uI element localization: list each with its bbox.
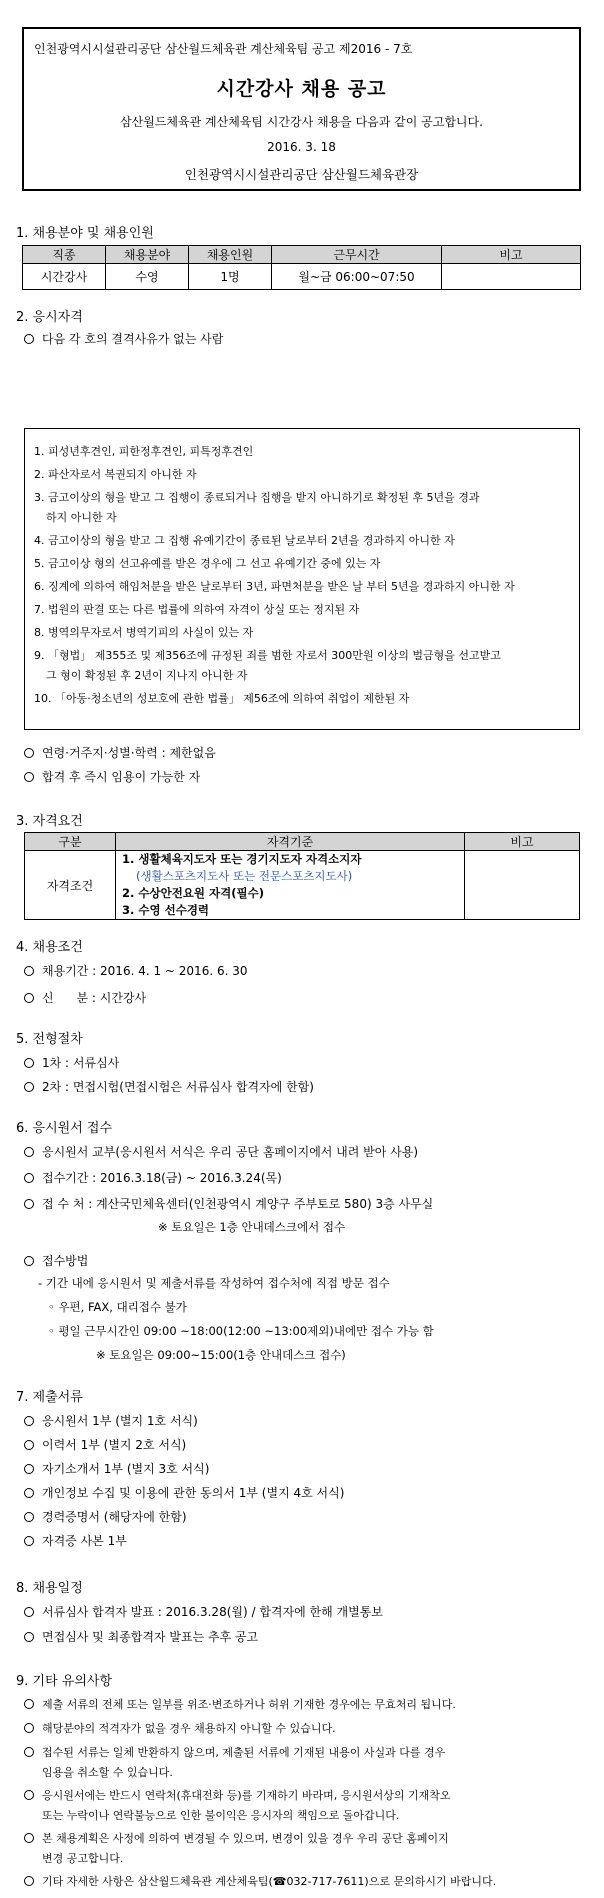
circle-bullet-icon	[24, 1699, 34, 1709]
section-1-title: 1. 채용분야 및 채용인원	[16, 226, 154, 241]
qualification-table	[24, 832, 580, 920]
table-header: 비고	[465, 833, 580, 851]
table-cell: 1명	[189, 264, 272, 290]
list-item: 개인정보 수집 및 이용에 관한 동의서 1부 (별지 4호 서식)	[24, 1484, 344, 1501]
table-header: 비고	[442, 246, 581, 264]
notice-header-box	[22, 27, 581, 191]
qualification-note: (생활스포츠지도사 또는 전문스포츠지도사)	[136, 869, 353, 883]
qualification-item: 2. 수상안전요원 자격(필수)	[122, 886, 264, 900]
circle-bullet-icon	[24, 1790, 34, 1800]
table-cell: 월~금 06:00~07:50	[272, 264, 442, 290]
circle-bullet-icon	[24, 1536, 34, 1546]
list-item: 본 채용계획은 사정에 의하여 변경될 수 있으며, 변경이 있을 경우 우리 공단 홈페이지	[24, 1830, 449, 1846]
list-item-continuation: 또는 누락이나 연락불능으로 인한 불이익은 응시자의 책임으로 돌아갑니다.	[42, 1809, 400, 1822]
recruitment-table	[22, 245, 581, 290]
list-item: 제출 서류의 전체 또는 일부를 위조·변조하거나 허위 기재한 경우에는 무효처리 됩니다.	[24, 1696, 456, 1712]
section-3-title: 3. 자격요건	[16, 814, 83, 829]
table-cell: 자격조건	[25, 851, 116, 920]
list-item: 10. 「아동·청소년의 성보호에 관한 법률」 제56조에 의하여 취업이 제한된 자	[34, 692, 410, 705]
circle-bullet-icon	[24, 1082, 34, 1092]
list-item: 2. 파산자로서 복권되지 아니한 자	[34, 468, 197, 481]
table-header: 채용분야	[106, 246, 189, 264]
qualification-item: 3. 수영 선수경력	[122, 903, 210, 917]
circle-bullet-icon	[24, 1607, 34, 1617]
section-5-title: 5. 전형절차	[16, 1032, 83, 1047]
table-header: 근무시간	[272, 246, 442, 264]
list-item: 연령·거주지·성별·학력 : 제한없음	[24, 744, 216, 761]
circle-bullet-icon	[24, 1876, 34, 1886]
circle-bullet-icon	[24, 1488, 34, 1498]
table-row	[23, 264, 581, 290]
list-item: 접수기간 : 2016.3.18(금) ~ 2016.3.24(목)	[24, 1169, 282, 1186]
note-text: ※ 토요일은 1층 안내데스크에서 접수	[158, 1220, 346, 1234]
notice-subtitle: 삼산월드체육관 계산체육팀 시간강사 채용을 다음과 같이 공고합니다.	[120, 115, 483, 129]
method-line: ◦ 평일 근무시간인 09:00 ~18:00(12:00 ~13:00제외)내에만 접수 가능 함	[48, 1324, 434, 1338]
list-item: 다음 각 호의 결격사유가 없는 사람	[24, 330, 223, 347]
section-9-title: 9. 기타 유의사항	[16, 1674, 113, 1689]
section-7-title: 7. 제출서류	[16, 1390, 83, 1405]
list-item: 해당분야의 적격자가 없을 경우 채용하지 아니할 수 있습니다.	[24, 1720, 336, 1736]
list-item: 7. 법원의 판결 또는 다른 법률에 의하여 자격이 상실 또는 정지된 자	[34, 603, 360, 616]
circle-bullet-icon	[24, 1833, 34, 1843]
circle-bullet-icon	[24, 1723, 34, 1733]
table-cell: 수영	[106, 264, 189, 290]
list-item: 하지 아니한 자	[46, 511, 117, 524]
list-item: 기타 자세한 사항은 삼산월드체육관 계산체육팀(☎032-717-7611)으로 문의하시기 바랍니다.	[24, 1873, 496, 1889]
list-item: 면접심사 및 최종합격자 발표는 추후 공고	[24, 1628, 258, 1645]
method-line: ※ 토요일은 09:00~15:00(1층 안내데스크 접수)	[96, 1348, 346, 1362]
disqualification-box	[24, 428, 580, 730]
list-item: 8. 병역의무자로서 병역기피의 사실이 있는 자	[34, 626, 254, 639]
circle-bullet-icon	[24, 1416, 34, 1426]
list-item: 채용기간 : 2016. 4. 1 ~ 2016. 6. 30	[24, 962, 248, 979]
list-item: 응시원서 교부(응시원서 서식은 우리 공단 홈페이지에서 내려 받아 사용)	[24, 1143, 418, 1160]
list-item: 2차 : 면접시험(면접시험은 서류심사 합격자에 한함)	[24, 1078, 314, 1095]
notice-organization: 인천광역시시설관리공단 삼산월드체육관장	[184, 167, 419, 182]
circle-bullet-icon	[24, 1199, 34, 1209]
table-header: 직종	[23, 246, 106, 264]
notice-date: 2016. 3. 18	[267, 140, 336, 154]
circle-bullet-icon	[24, 334, 34, 344]
table-cell: 시간강사	[23, 264, 106, 290]
list-item: 9. 「형법」 제355조 및 제356조에 규정된 죄를 범한 자로서 300만원 이상의 벌금형을 선고받고	[34, 649, 501, 662]
circle-bullet-icon	[24, 1173, 34, 1183]
list-item: 응시원서에는 반드시 연락처(휴대전화 등)를 기재하기 바라며, 응시원서상의 기재착오	[24, 1787, 450, 1803]
list-item: 접수된 서류는 일체 반환하지 않으며, 제출된 서류에 기재된 내용이 사실과 다를 경우	[24, 1744, 445, 1760]
list-item: 1. 피성년후견인, 피한정후견인, 피특정후견인	[34, 445, 254, 458]
list-item: 6. 징계에 의하여 해임처분을 받은 날로부터 3년, 파면처분을 받은 날 부터 5년을 경과하지 아니한 자	[34, 580, 515, 593]
list-item: 신 분 : 시간강사	[24, 989, 146, 1006]
list-item: 1차 : 서류심사	[24, 1054, 119, 1071]
list-item-continuation: 임용을 취소할 수 있습니다.	[42, 1766, 173, 1779]
list-item: 서류심사 합격자 발표 : 2016.3.28(월) / 합격자에 한해 개별통보	[24, 1603, 383, 1620]
circle-bullet-icon	[24, 1632, 34, 1642]
qualification-item: 1. 생활체육지도자 또는 경기지도자 자격소지자	[122, 852, 362, 866]
table-cell	[442, 264, 581, 290]
method-line: ◦ 우편, FAX, 대리접수 불가	[48, 1300, 187, 1314]
section-2-title: 2. 응시자격	[16, 310, 83, 325]
notice-title: 시간강사 채용 공고	[216, 78, 387, 100]
table-header: 자격기준	[116, 833, 465, 851]
list-item-continuation: 변경 공고합니다.	[42, 1852, 124, 1865]
list-item: 5. 금고이상 형의 선고유예를 받은 경우에 그 선고 유예기간 중에 있는 자	[34, 557, 381, 570]
table-header: 구분	[25, 833, 116, 851]
list-item: 3. 금고이상의 형을 받고 그 집행이 종료되거나 집행을 받지 아니하기로 확정된 후 5년을 경과	[34, 491, 480, 504]
list-item: 합격 후 즉시 임용이 가능한 자	[24, 768, 200, 785]
circle-bullet-icon	[24, 748, 34, 758]
qualification-criteria	[116, 851, 465, 920]
circle-bullet-icon	[24, 1058, 34, 1068]
circle-bullet-icon	[24, 1147, 34, 1157]
notice-number: 인천광역시시설관리공단 삼산월드체육관 계산체육팀 공고 제2016 - 7호	[34, 42, 413, 56]
section-8-title: 8. 채용일정	[16, 1581, 83, 1596]
list-item: 4. 금고이상의 형을 받고 그 집행 유예기간이 종료된 날로부터 2년을 경과하지 아니한 자	[34, 534, 455, 547]
method-line: - 기간 내에 응시원서 및 제출서류를 작성하여 접수처에 직접 방문 접수	[38, 1276, 390, 1290]
table-row	[25, 851, 580, 920]
list-item: 그 형이 확정된 후 2년이 지나지 아니한 자	[46, 669, 248, 682]
table-header: 채용인원	[189, 246, 272, 264]
circle-bullet-icon	[24, 993, 34, 1003]
table-cell	[465, 851, 580, 920]
list-item: 자기소개서 1부 (별지 3호 서식)	[24, 1460, 209, 1477]
circle-bullet-icon	[24, 966, 34, 976]
section-4-title: 4. 채용조건	[16, 940, 83, 955]
circle-bullet-icon	[24, 772, 34, 782]
list-item: 응시원서 1부 (별지 1호 서식)	[24, 1412, 198, 1429]
circle-bullet-icon	[24, 1256, 34, 1266]
list-item: 경력증명서 (해당자에 한함)	[24, 1508, 187, 1525]
circle-bullet-icon	[24, 1440, 34, 1450]
circle-bullet-icon	[24, 1464, 34, 1474]
circle-bullet-icon	[24, 1512, 34, 1522]
list-item: 접 수 처 : 계산국민체육센터(인천광역시 계양구 주부토로 580) 3층 사무실	[24, 1195, 433, 1212]
section-6-title: 6. 응시원서 접수	[16, 1121, 113, 1136]
circle-bullet-icon	[24, 1747, 34, 1757]
list-item: 자격증 사본 1부	[24, 1532, 127, 1549]
list-item: 접수방법	[24, 1252, 88, 1269]
list-item: 이력서 1부 (별지 2호 서식)	[24, 1436, 186, 1453]
